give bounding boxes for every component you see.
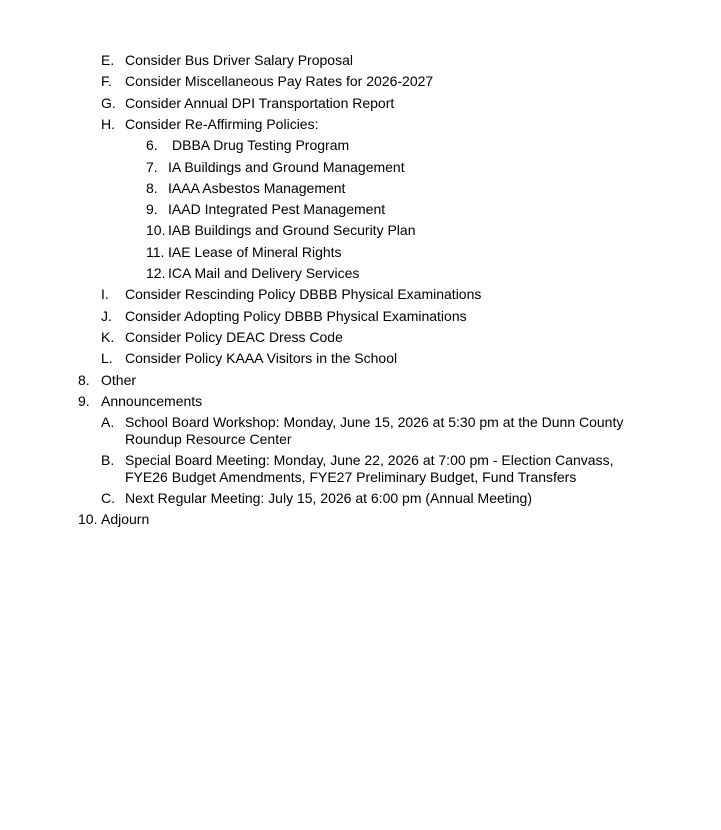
item-marker: 7. bbox=[146, 159, 158, 175]
item-text: School Board Workshop: Monday, June 15, 2026 at 5:30 pm at the Dunn County Roundup Resource Center bbox=[125, 414, 624, 447]
item-marker: G. bbox=[101, 95, 116, 111]
item-marker: E. bbox=[101, 52, 115, 68]
item-text: Consider Adopting Policy DBBB Physical Examinations bbox=[125, 308, 467, 324]
item-marker: 8. bbox=[78, 372, 90, 388]
item-marker: 12. bbox=[146, 265, 166, 281]
item-marker: 10. bbox=[78, 511, 98, 527]
item-text: Consider Annual DPI Transportation Report bbox=[125, 95, 395, 111]
item-marker: 11. bbox=[146, 244, 165, 260]
item-marker: 10. bbox=[146, 222, 166, 238]
item-text: Consider Miscellaneous Pay Rates for 2026-2027 bbox=[125, 73, 434, 89]
item-text: Adjourn bbox=[101, 511, 150, 527]
item-marker: H. bbox=[101, 116, 115, 132]
item-text: Special Board Meeting: Monday, June 22, 2026 at 7:00 pm - Election Canvass, FYE26 Budget Amendments, FYE27 Preliminary Budget, Fund Transfers bbox=[125, 452, 614, 485]
item-marker: F. bbox=[101, 73, 112, 89]
item-text: Announcements bbox=[101, 393, 203, 409]
item-text: Consider Re-Affirming Policies: bbox=[125, 116, 319, 132]
item-text: Consider Policy DEAC Dress Code bbox=[125, 329, 343, 345]
item-marker: L. bbox=[101, 350, 113, 366]
item-text: IAB Buildings and Ground Security Plan bbox=[168, 222, 416, 238]
item-marker: 9. bbox=[78, 393, 90, 409]
item-marker: C. bbox=[101, 490, 115, 506]
item-text: ICA Mail and Delivery Services bbox=[168, 265, 360, 281]
item-marker: 9. bbox=[146, 201, 158, 217]
item-text: Consider Policy KAAA Visitors in the School bbox=[125, 350, 398, 366]
item-marker: I. bbox=[101, 286, 109, 302]
item-text: Other bbox=[101, 372, 137, 388]
item-text: Consider Bus Driver Salary Proposal bbox=[125, 52, 353, 68]
item-text: IA Buildings and Ground Management bbox=[168, 159, 405, 175]
item-marker: B. bbox=[101, 452, 115, 468]
item-marker: K. bbox=[101, 329, 115, 345]
item-text: Consider Rescinding Policy DBBB Physical Examinations bbox=[125, 286, 482, 302]
item-text: IAAA Asbestos Management bbox=[168, 180, 346, 196]
item-text: Next Regular Meeting: July 15, 2026 at 6:00 pm (Annual Meeting) bbox=[125, 490, 533, 506]
item-marker: A. bbox=[101, 414, 115, 430]
item-text: DBBA Drug Testing Program bbox=[172, 137, 350, 153]
item-text: IAE Lease of Mineral Rights bbox=[168, 244, 342, 260]
item-marker: 6. bbox=[146, 137, 158, 153]
item-marker: J. bbox=[101, 308, 112, 324]
item-text: IAAD Integrated Pest Management bbox=[168, 201, 386, 217]
item-marker: 8. bbox=[146, 180, 158, 196]
